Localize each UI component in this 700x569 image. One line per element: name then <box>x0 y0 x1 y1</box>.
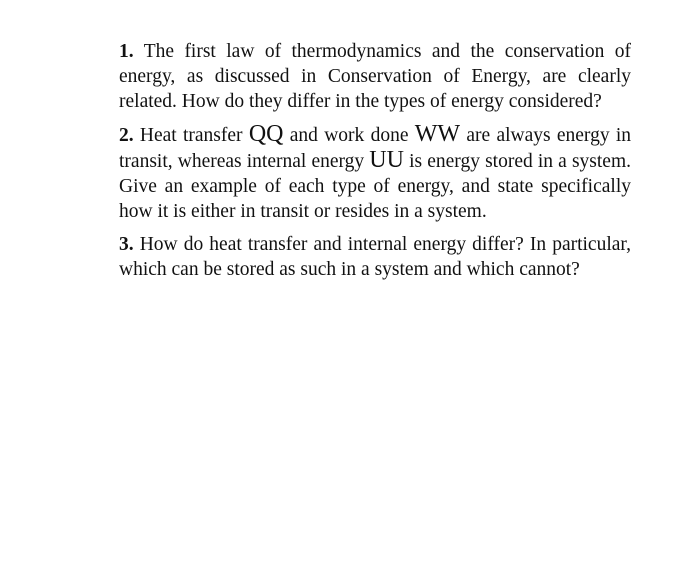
question-text: How do heat transfer and internal energy differ? In particular, which can be stored as such in a system and which cannot? <box>119 234 631 280</box>
question-2 <box>119 122 631 224</box>
question-text-part: Heat transfer <box>139 125 243 146</box>
question-text-part: are always energy in transit, whereas internal energy <box>119 125 632 172</box>
question-text-part: is energy stored in a system. Give an example of each type of energy, and state specifically how it is either in transit or resides in a system. <box>119 151 632 222</box>
heat-symbol: QQ <box>248 121 284 147</box>
question-text: The first law of thermodynamics and the conservation of energy, as discussed in Conservation of Energy, are clearly related. How do they differ in the types of energy considered? <box>119 41 631 112</box>
question-number: 3. <box>119 234 134 255</box>
question-list <box>119 39 631 290</box>
question-1 <box>119 39 631 114</box>
question-text-part: and work done <box>289 125 409 146</box>
question-3 <box>119 232 631 282</box>
work-symbol: WW <box>414 121 461 147</box>
internal-energy-symbol: UU <box>369 147 404 173</box>
question-number: 1. <box>119 41 134 62</box>
question-number: 2. <box>119 125 134 146</box>
